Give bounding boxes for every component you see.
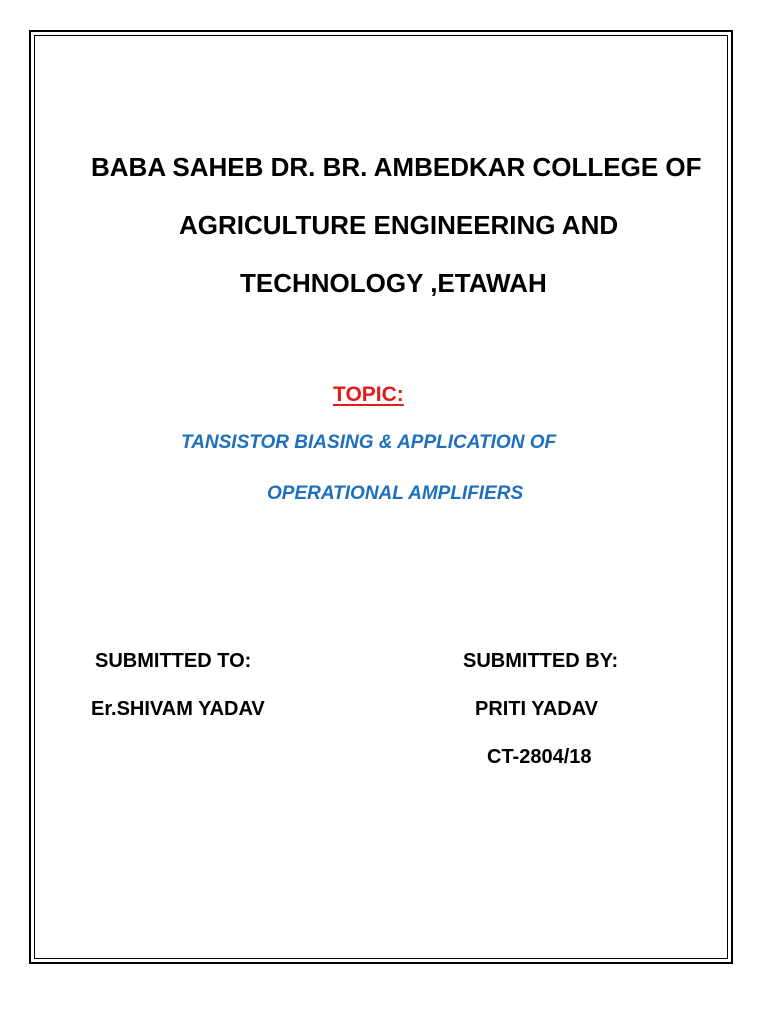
- submitted-by-id: CT-2804/18: [487, 746, 592, 768]
- topic-label: TOPIC:: [333, 383, 404, 406]
- submitted-to-label: SUBMITTED TO:: [95, 650, 252, 672]
- college-name-line-2: AGRICULTURE ENGINEERING AND: [179, 210, 619, 240]
- college-name-line-1: BABA SAHEB DR. BR. AMBEDKAR COLLEGE OF: [91, 152, 702, 182]
- topic-title-line-2: OPERATIONAL AMPLIFIERS: [267, 483, 524, 504]
- college-name-line-3: TECHNOLOGY ,ETAWAH: [240, 268, 547, 298]
- topic-title-line-1: TANSISTOR BIASING & APPLICATION OF: [181, 432, 557, 453]
- submitted-by-name: PRITI YADAV: [475, 698, 598, 720]
- submitted-to-name: Er.SHIVAM YADAV: [91, 698, 265, 720]
- submitted-by-label: SUBMITTED BY:: [463, 650, 619, 672]
